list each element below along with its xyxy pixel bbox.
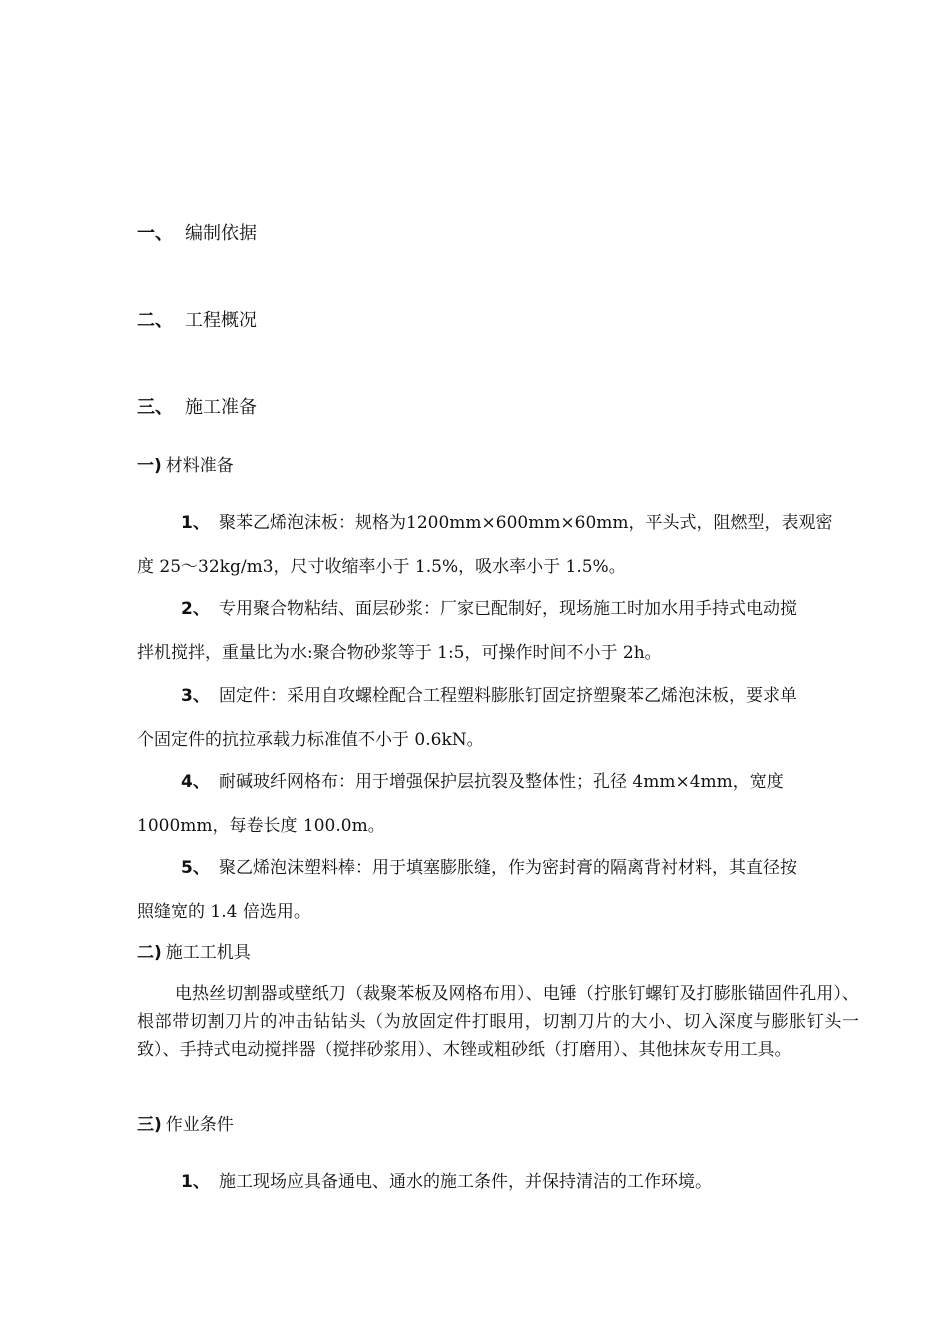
section-heading-3 xyxy=(137,393,257,419)
item-text: 聚乙烯泡沫塑料棒：用于填塞膨胀缝，作为密封膏的隔离背衬材料，其直径按 xyxy=(219,858,797,878)
condition-item-1 xyxy=(181,1167,712,1192)
subsection-marker: 二) xyxy=(137,943,162,963)
item-number: 4、 xyxy=(181,772,210,792)
subsection-marker: 一) xyxy=(137,456,162,476)
material-item-5-continuation: 照缝宽的 1.4 倍选用。 xyxy=(137,902,311,922)
section-marker: 二、 xyxy=(137,310,173,331)
material-item-3 xyxy=(181,681,797,706)
material-item-5 xyxy=(181,853,797,878)
item-number: 2、 xyxy=(181,599,210,619)
section-heading-1 xyxy=(137,219,257,245)
subsection-title: 作业条件 xyxy=(165,1115,234,1135)
item-text: 专用聚合物粘结、面层砂浆：厂家已配制好，现场施工时加水用手持式电动搅 xyxy=(219,599,797,619)
material-item-2 xyxy=(181,594,797,619)
item-text: 聚苯乙烯泡沫板：规格为1200mm×600mm×60mm，平头式，阻燃型，表观密 xyxy=(219,513,833,533)
item-text: 施工现场应具备通电、通水的施工条件，并保持清洁的工作环境。 xyxy=(219,1172,712,1192)
item-number: 3、 xyxy=(181,686,210,706)
section-title: 施工准备 xyxy=(185,397,257,418)
material-item-3-continuation: 个固定件的抗拉承载力标准值不小于 0.6kN。 xyxy=(137,730,484,750)
subsection-marker: 三) xyxy=(137,1115,162,1135)
material-item-2-continuation: 拌机搅拌，重量比为水:聚合物砂浆等于 1:5，可操作时间不小于 2h。 xyxy=(137,643,662,663)
item-number: 5、 xyxy=(181,858,210,878)
item-number: 1、 xyxy=(181,1172,210,1192)
subsection-title: 材料准备 xyxy=(165,456,234,476)
material-item-1-continuation: 度 25～32kg/m3，尺寸收缩率小于 1.5%，吸水率小于 1.5%。 xyxy=(137,557,626,577)
item-text: 固定件：采用自攻螺栓配合工程塑料膨胀钉固定挤塑聚苯乙烯泡沫板，要求单 xyxy=(219,686,797,706)
subsection-heading-tools xyxy=(137,938,251,963)
subsection-heading-conditions xyxy=(137,1110,234,1135)
section-heading-2 xyxy=(137,306,257,332)
material-item-1 xyxy=(181,508,833,533)
tools-paragraph: 电热丝切割器或壁纸刀（裁聚苯板及网格布用）、电锤（拧胀钉螺钉及打膨胀锚固件孔用）、根部带切割刀片的冲击钻钻头（为放固定件打眼用，切割刀片的大小、切入深度与膨胀钉头一致）、手持式电动搅拌器（搅拌砂浆用）、木锉或粗砂纸（打磨用）、其他抹灰专用工具。 xyxy=(137,984,859,1060)
section-title: 工程概况 xyxy=(185,310,257,331)
item-number: 1、 xyxy=(181,513,210,533)
subsection-heading-materials xyxy=(137,451,234,476)
subsection-title: 施工工机具 xyxy=(165,943,251,963)
section-marker: 三、 xyxy=(137,397,173,418)
item-text: 耐碱玻纤网格布：用于增强保护层抗裂及整体性；孔径 4mm×4mm，宽度 xyxy=(219,772,784,792)
material-item-4 xyxy=(181,767,784,792)
section-marker: 一、 xyxy=(137,223,173,244)
material-item-4-continuation: 1000mm，每卷长度 100.0m。 xyxy=(137,816,385,836)
section-title: 编制依据 xyxy=(185,223,257,244)
